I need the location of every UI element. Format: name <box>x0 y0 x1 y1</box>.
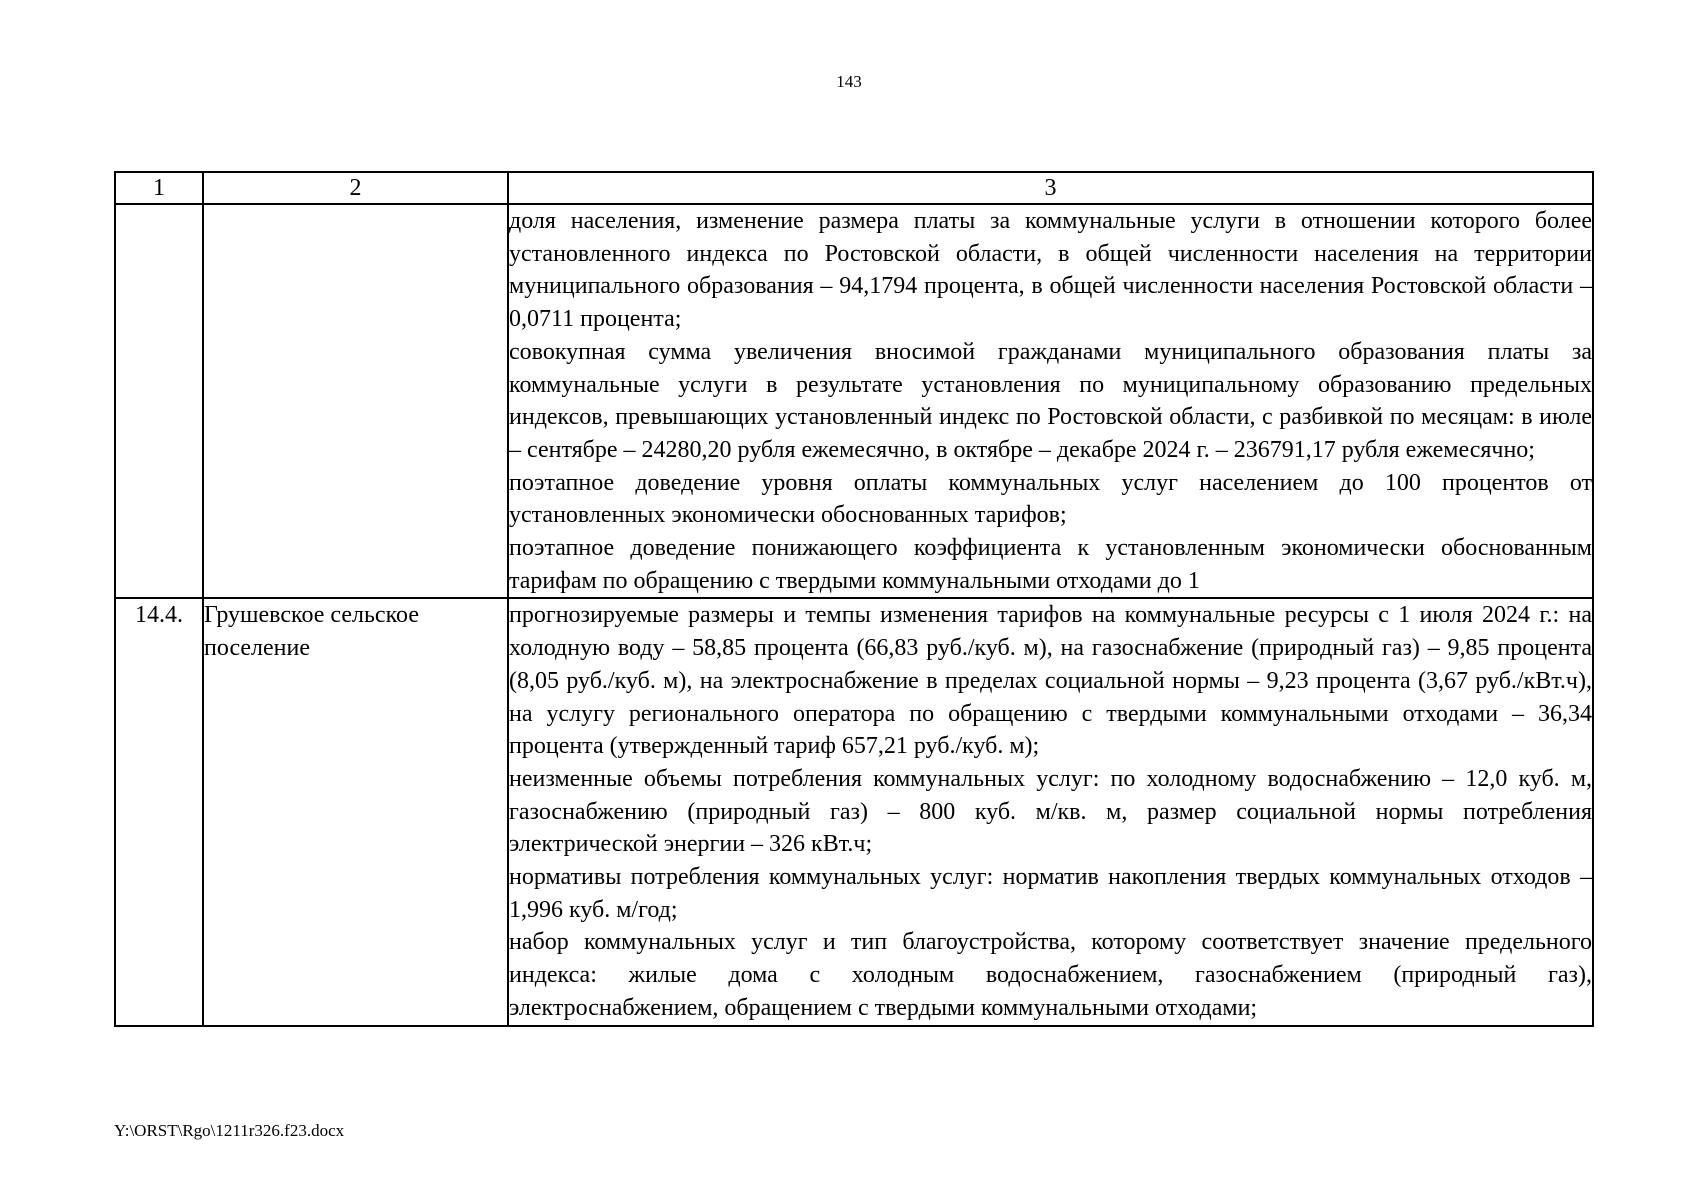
paragraph: доля населения, изменение размера платы за коммунальные услуги в отношении которого более установленного индекса по Ростовской области, в общей численности населения на территории муниципального образования – 94,1794 процента, в общей численности населения Ростовской области – 0,0711 процента; <box>509 208 1592 333</box>
table-header-row <box>115 172 1593 204</box>
paragraph: поэтапное доведение понижающего коэффициента к установленным экономически обоснованным тарифам по обращению с твердыми коммунальными отходами до 1 <box>509 535 1592 594</box>
paragraph: неизменные объемы потребления коммунальных услуг: по холодному водоснабжению – 12,0 куб. м, газоснабжению (природный газ) – 800 куб. м/кв. м, размер социальной нормы потребления электрической энергии – 326 кВт.ч; <box>509 765 1592 858</box>
paragraph: набор коммунальных услуг и тип благоустройства, которому соответствует значение предельного индекса: жилые дома с холодным водоснабжением, газоснабжением (природный газ), электроснабжением, обращением с твердыми коммунальными отходами; <box>509 929 1592 1021</box>
row-text <box>508 204 1593 598</box>
header-col-2: 2 <box>203 172 508 204</box>
table-row <box>115 598 1593 1025</box>
paragraph: нормативы потребления коммунальных услуг: норматив накопления твердых коммунальных отходов – 1,996 куб. м/год; <box>509 864 1592 923</box>
paragraph: совокупная сумма увеличения вносимой гражданами муниципального образования платы за коммунальные услуги в результате установления по муниципальному образованию предельных индексов, превышающих установленный индекс по Ростовской области, с разбивкой по месяцам: в июле – сентябре – 24280,20 рубля ежемесячно, в октябре – декабре 2024 г. – 236791,17 рубля ежемесячно; <box>509 338 1592 463</box>
header-col-1: 1 <box>115 172 203 204</box>
row-text <box>508 598 1593 1025</box>
paragraph: поэтапное доведение уровня оплаты коммунальных услуг населением до 100 процентов от установленных экономически обоснованных тарифов; <box>509 469 1592 529</box>
page-number: 143 <box>836 72 862 91</box>
row-name: Грушевское сельское поселение <box>203 598 508 1025</box>
document-table <box>114 171 1594 1027</box>
row-number <box>115 204 203 598</box>
file-path-footer: Y:\ORST\Rgo\1211r326.f23.docx <box>114 1121 345 1140</box>
table-row <box>115 204 1593 598</box>
row-name <box>203 204 508 598</box>
paragraph: прогнозируемые размеры и темпы изменения тарифов на коммунальные ресурсы с 1 июля 2024 г.: на холодную воду – 58,85 процента (66,83 руб./куб. м), на газоснабжение (природный газ) – 9,85 процента (8,05 руб./куб. м), на электроснабжение в пределах социальной нормы – 9,23 процента (3,67 руб./кВт.ч), на услугу регионального оператора по обращению с твердыми коммунальными отходами – 36,34 процента (утвержденный тариф 657,21 руб./куб. м); <box>509 602 1592 760</box>
row-number: 14.4. <box>115 598 203 1025</box>
header-col-3: 3 <box>508 172 1593 204</box>
